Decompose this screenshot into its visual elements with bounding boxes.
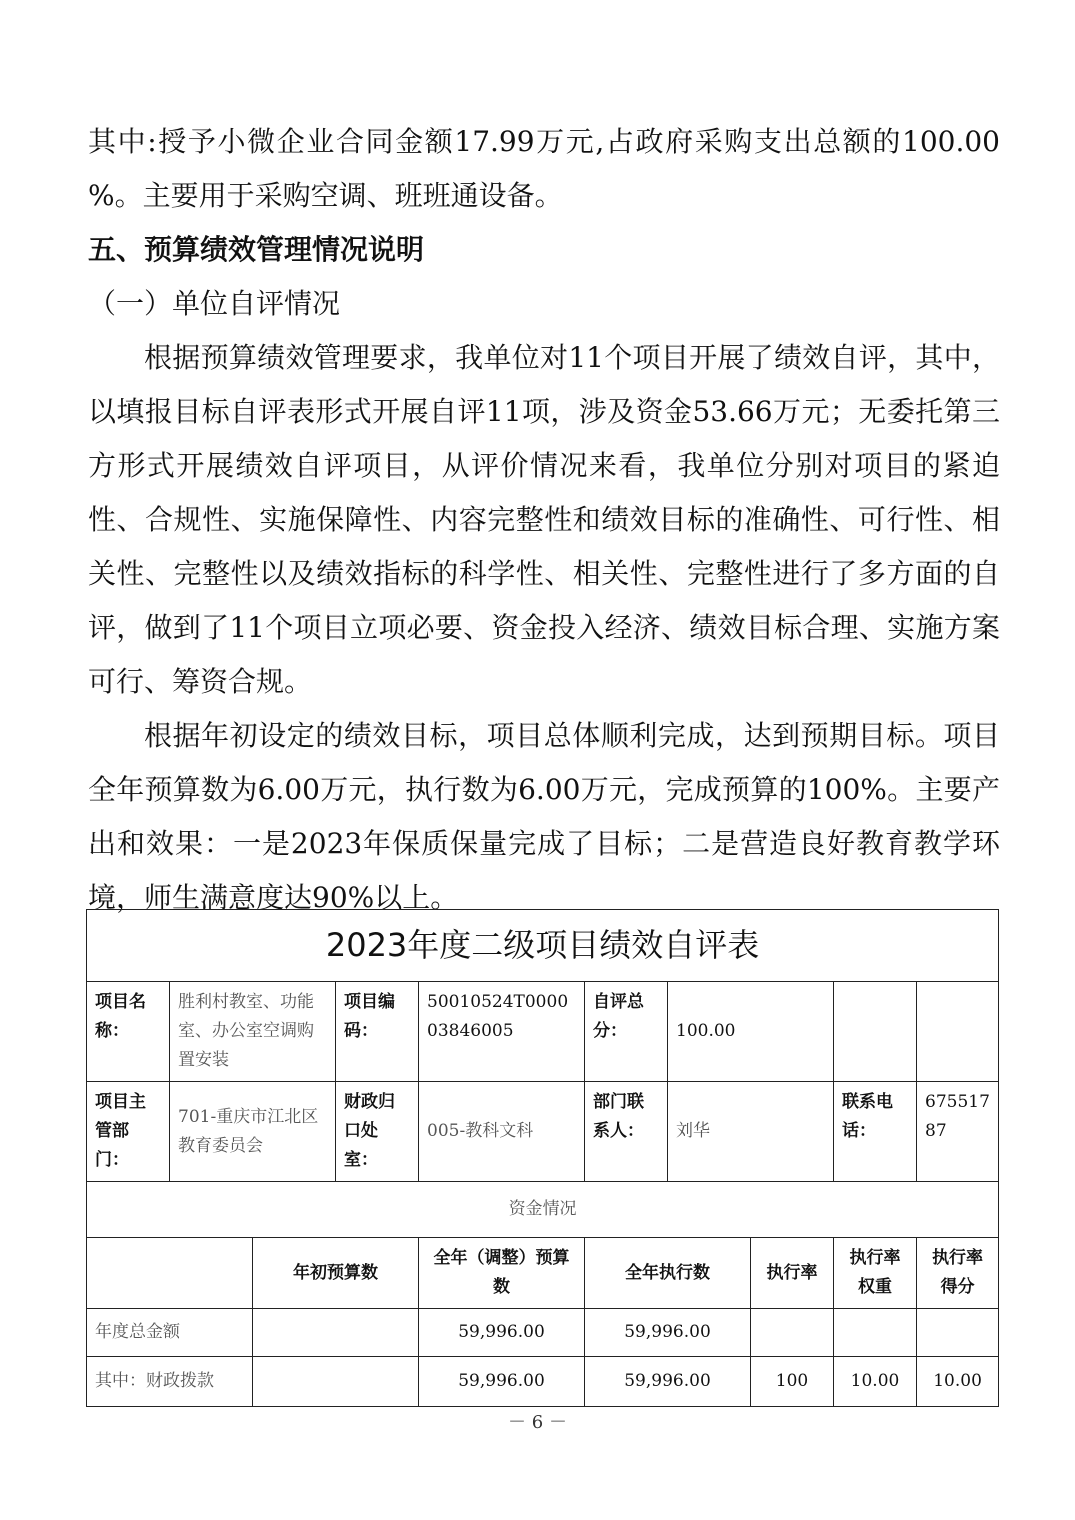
self-score-value: 100.00 — [668, 982, 834, 1082]
column-header: 执行率 — [751, 1238, 834, 1309]
paragraph-self-evaluation: 根据预算绩效管理要求，我单位对11个项目开展了绩效自评，其中，以填报目标自评表形式开展自评11项，涉及资金53.66万元；无委托第三方形式开展绩效自评项目，从评价情况来看，我单位分别对项目的紧迫性、合规性、实施保障性、内容完整性和绩效目标的准确性、可行性、相关性、完整性以及绩效指标的科学性、相关性、完整性进行了多方面的自评，做到了11个项目立项必要、资金投入经济、绩效目标合理、实施方案可行、筹资合规。 — [88, 341, 1000, 698]
contact-value: 刘华 — [668, 1082, 834, 1182]
department-value: 701-重庆市江北区教育委员会 — [170, 1082, 336, 1182]
project-code-value: 50010524T000003846005 — [419, 982, 585, 1082]
empty-cell — [917, 982, 999, 1082]
table-cell — [834, 1309, 917, 1357]
table-cell: 59,996.00 — [585, 1309, 751, 1357]
column-header: 全年执行数 — [585, 1238, 751, 1309]
phone-label: 联系电话： — [834, 1082, 917, 1182]
table-cell: 59,996.00 — [419, 1357, 585, 1407]
column-header — [87, 1238, 253, 1309]
performance-evaluation-table — [86, 909, 999, 1407]
table-cell: 59,996.00 — [419, 1309, 585, 1357]
table-cell: 10.00 — [834, 1357, 917, 1407]
table-cell — [253, 1309, 419, 1357]
project-name-label: 项目名称： — [87, 982, 170, 1082]
contact-label: 部门联系人： — [585, 1082, 668, 1182]
subheading-self-evaluation: （一）单位自评情况 — [88, 287, 341, 320]
table-cell — [917, 1309, 999, 1357]
project-name-value: 胜利村教室、功能室、办公室空调购置安装 — [170, 982, 336, 1082]
page-number: － 6 － — [508, 1412, 567, 1433]
self-score-label: 自评总分： — [585, 982, 668, 1082]
department-label: 项目主管部门： — [87, 1082, 170, 1182]
empty-cell — [834, 982, 917, 1082]
column-header: 执行率得分 — [917, 1238, 999, 1309]
row-label: 年度总金额 — [87, 1309, 253, 1357]
section-heading-budget-performance: 五、预算绩效管理情况说明 — [88, 233, 425, 266]
finance-office-value: 005-教科文科 — [419, 1082, 585, 1182]
column-header: 执行率权重 — [834, 1238, 917, 1309]
table-title: 2023年度二级项目绩效自评表 — [87, 910, 999, 982]
finance-office-label: 财政归口处室： — [336, 1082, 419, 1182]
column-header: 年初预算数 — [253, 1238, 419, 1309]
paragraph-procurement: 其中:授予小微企业合同金额17.99万元,占政府采购支出总额的100.00 %。主要用于采购空调、班班通设备。 — [88, 125, 1000, 212]
table-cell — [253, 1357, 419, 1407]
project-code-label: 项目编码： — [336, 982, 419, 1082]
phone-value: 67551787 — [917, 1082, 999, 1182]
table-cell: 100 — [751, 1357, 834, 1407]
row-label: 其中：财政拨款 — [87, 1357, 253, 1407]
column-header: 全年（调整）预算数 — [419, 1238, 585, 1309]
funds-section-header: 资金情况 — [87, 1182, 999, 1238]
table-cell: 10.00 — [917, 1357, 999, 1407]
table-cell: 59,996.00 — [585, 1357, 751, 1407]
paragraph-project-result: 根据年初设定的绩效目标，项目总体顺利完成，达到预期目标。项目全年预算数为6.00万元，执行数为6.00万元，完成预算的100%。主要产出和效果：一是2023年保质保量完成了目标；二是营造良好教育教学环境，师生满意度达90%以上。 — [88, 719, 1000, 914]
table-cell — [751, 1309, 834, 1357]
